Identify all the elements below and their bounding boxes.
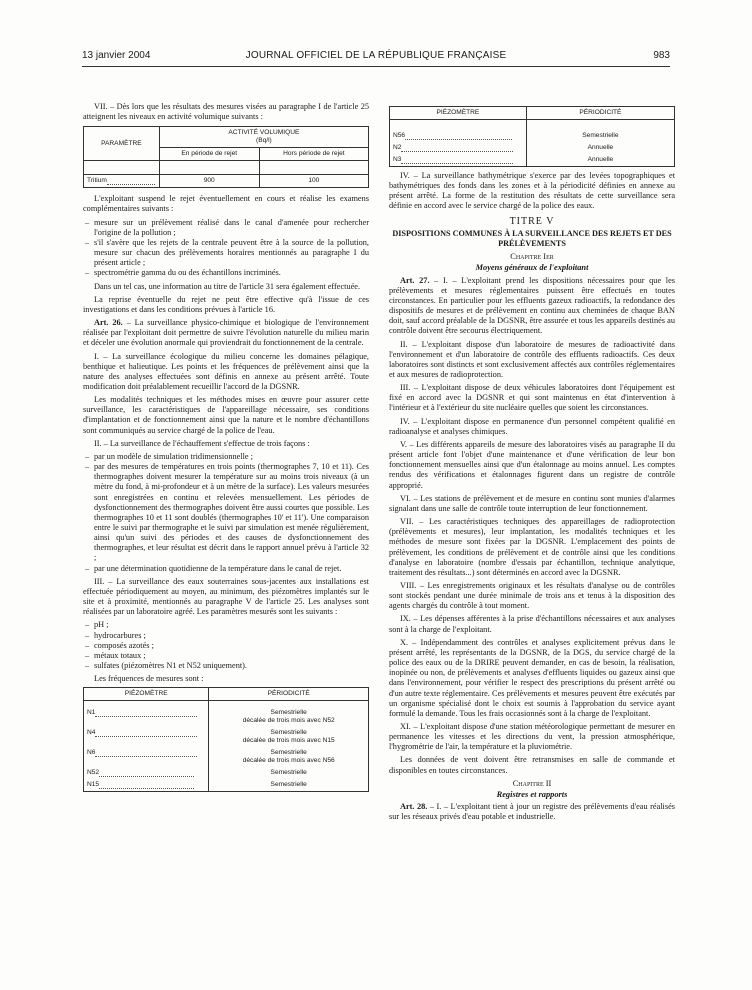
list-item: – hydrocarbures ;	[83, 631, 369, 641]
row-val-b: 100	[259, 175, 368, 188]
paragraph-frequences: Les fréquences de mesures sont :	[94, 674, 204, 684]
row-param: Tritium	[84, 175, 160, 188]
table-row	[84, 779, 369, 792]
col-hors-rejet: Hors période de rejet	[259, 148, 368, 161]
periodicite-cell: Annuelle	[526, 142, 674, 154]
paragraph-xi: XI. – L'exploitant dispose d'une station météorologique permettant de mesurer en permanence les vitesses et les directions du vent, la pression atmosphérique, l'hygrométrie de l'air, la température et la pluviométrie.	[389, 722, 675, 752]
article-28-label: Art. 28.	[400, 802, 428, 812]
table-row	[84, 727, 369, 747]
page-header	[82, 50, 670, 66]
paragraph-ii: II. – La surveillance de l'échauffement s'effectue de trois façons :	[94, 438, 310, 448]
page-number: 983	[653, 50, 670, 61]
paragraph-v: V. – Les différents appareils de mesure des laboratoires visés au paragraphe II du présent article font l'objet d'une maintenance et d'une vérification de leur bon fonctionnement mensuelles ainsi que d'un étalonnage au moins annuel. Les comptes rendus des vérifications et étalonnages figurent dans un registre de contrôle approprié.	[389, 439, 675, 490]
activity-header: ACTIVITÉ VOLUMIQUE (Bq/l)	[159, 127, 368, 148]
table-row	[84, 707, 369, 727]
paragraph-vent: Les données de vent doivent être retransmises en salle de commande et disponibles en toutes circonstances.	[389, 755, 675, 775]
paragraph-modalites: Les modalités techniques et les méthodes mises en œuvre pour assurer cette surveillance, les caractéristiques de l'appareillage nécessaire, ses conditions d'implantation et de fonctionnement ainsi que la nature et le nombre d'échantillons sont communiqués au service chargé de la police de l'eau.	[83, 395, 369, 435]
paragraph-i: I. – La surveillance écologique du milieu concerne les domaines pélagique, benthique et halieutique. Les points et les fréquences de prélèvement ainsi que la nature des analyses effectuées sont définis en annexe au présent arrêté. Toute modification doit préalablement recueillir l'accord de la DGSNR.	[83, 351, 369, 391]
titre-v-subtitle: DISPOSITIONS COMMUNES À LA SURVEILLANCE DES REJETS ET DES PRÉLÈVEMENTS	[392, 229, 672, 249]
periodicite-cell: Semestrielle	[209, 779, 369, 792]
list-item: – spectrométrie gamma du ou des échantillons incriminés.	[83, 268, 369, 278]
list-parametres	[83, 620, 369, 671]
list-item: – mesure sur un prélèvement réalisé dans le canal d'amenée pour rechercher l'origine de la pollution ;	[83, 218, 369, 238]
article-27-label: Art. 27.	[400, 275, 430, 285]
section-moyens: Moyens généraux de l'exploitant	[475, 263, 589, 273]
paragraph-iii: III. – L'exploitant dispose de deux véhicules laboratoires dont l'équipement est fixé en accord avec la DGSNR et qui sont maintenus en état d'intervention à l'intérieur et à l'extérieur du site nucléaire quelles que soient les circonstances.	[389, 383, 675, 413]
periodicite-header: PÉRIODICITÉ	[526, 107, 674, 120]
periodicite-cell: Semestrielle décalée de trois mois avec N56	[209, 747, 369, 767]
paragraph-x: X. – Indépendamment des contrôles et analyses explicitement prévus dans le présent arrêté, les représentants de la DGSNR, de la DGS, du service chargé de la police des eaux ou de la DRIRE peuvent demander, en cas de besoin, la réalisation, inopinée ou non, de prélèvements et analyses d'effluents liquides ou gazeux ainsi que dans l'environnement, pour vérifier le respect des prescriptions du présent arrêté ou d'un autre texte réglementaire. Ces prélèvements et mesures peuvent être exécutés par un organisme spécialisé dont le choix est soumis à l'approbation du service ayant formulé la demande. Tous les frais occasionnés sont à la charge de l'exploitant.	[389, 637, 675, 718]
activity-unit: (Bq/l)	[256, 137, 272, 145]
piezometre-table-1	[83, 687, 369, 792]
piezo-header: PIÉZOMÈTRE	[390, 107, 527, 120]
list-echauffement	[83, 452, 369, 574]
list-item: – par une détermination quotidienne de la température dans le canal de rejet.	[83, 564, 369, 574]
periodicite-cell: Semestrielle	[526, 130, 674, 142]
left-column	[83, 102, 369, 792]
paragraph-cas: Dans un tel cas, une information au titre de l'article 31 sera également effectuée.	[94, 281, 361, 291]
piezo-cell: N4	[84, 727, 209, 747]
table-row	[390, 154, 675, 167]
periodicite-cell: Semestrielle décalée de trois mois avec N15	[209, 727, 369, 747]
list-item: – métaux totaux ;	[83, 651, 369, 661]
table-row	[390, 130, 675, 142]
piezo-cell: N15	[84, 779, 209, 792]
col-rejet: En période de rejet	[159, 148, 259, 161]
piezo-cell: N2	[390, 142, 527, 154]
paragraph-ii: II. – L'exploitant dispose d'un laboratoire de mesures de radioactivité dans l'environnement et d'un laboratoire de contrôle des effluents radioactifs. Ces deux laboratoires sont distincts et sont exclusivement affectés aux contrôles réglementaires et aux mesures de radioprotection.	[389, 339, 675, 379]
right-column	[389, 106, 675, 825]
article-27: Art. 27. – I. – L'exploitant prend les dispositions nécessaires pour que les prélèvements et mesures réglementaires puissent être effectués en toutes circonstances. En particulier pour les effluents gazeux radioactifs, la redondance des dispositifs de mesures et de prélèvement en continu aux cheminées de chaque BAN doit, sauf accord préalable de la DGSNR, être assurée et tous les appareils destinés au contrôle doivent être secourus électriquement.	[389, 275, 675, 336]
paragraph-vii: VII. – Les caractéristiques techniques des appareillages de radioprotection (prélèvements et mesures), leur implantation, les modalités techniques et les méthodes de mesure sont fixées par la DGSNR. L'emplacement des points de prélèvement, les conditions de prélèvement et de contrôle ainsi que les conditions d'analyse en laboratoire (nombre d'essais par échantillon, technique analytique, traitement des résultats...) sont déterminés en accord avec la DGSNR.	[389, 517, 675, 577]
section-registres: Registres et rapports	[496, 789, 568, 799]
param-header: PARAMÈTRE	[84, 127, 160, 161]
periodicite-header: PÉRIODICITÉ	[209, 688, 369, 701]
article-26: Art. 26. – La surveillance physico-chimique et biologique de l'environnement réalisée par l'exploitant doit permettre de suivre l'évolution naturelle du milieu marin et déceler une évolution anormale qui proviendrait du fonctionnement de la centrale.	[83, 318, 369, 348]
piezo-cell: N52	[84, 767, 209, 779]
list-item: – par un modèle de simulation tridimensionnelle ;	[83, 452, 369, 462]
list-item: – composés azotés ;	[83, 641, 369, 651]
list-item: – pH ;	[83, 620, 369, 630]
paragraph-ix: IX. – Les dépenses afférentes à la prise d'échantillons nécessaires et aux analyses sont à la charge de l'exploitant.	[389, 614, 675, 634]
paragraph-iii: III. – La surveillance des eaux souterraines sous-jacentes aux installations est effectuée périodiquement au moyen, au minimum, des piézomètres implantés sur le site et à proximité, mentionnés au paragraphe V de l'article 25. Les analyses sont réalisées par un laboratoire agréé. Les paramètres mesurés sont les suivants :	[83, 576, 369, 617]
periodicite-cell: Semestrielle	[209, 767, 369, 779]
table-row	[84, 767, 369, 779]
piezo-header: PIÉZOMÈTRE	[84, 688, 209, 701]
paragraph-viii: VIII. – Les enregistrements originaux et les résultats d'analyse ou de contrôles sont stockés pendant une durée minimale de trois ans et tenus à la disposition des agents chargés du contrôle à tout moment.	[389, 580, 675, 611]
header-rule	[82, 66, 670, 67]
piezo-cell: N6	[84, 747, 209, 767]
paragraph-vi: VI. – Les stations de prélèvement et de mesure en continu sont munies d'alarmes signalant dans une salle de contrôle toute interruption de leur fonctionnement.	[389, 493, 675, 513]
piezo-cell: N56	[390, 130, 527, 142]
article-26-label: Art. 26.	[94, 318, 123, 328]
paragraph-iv: IV. – La surveillance bathymétrique s'exerce par des levées topographiques et bathymétriques des fonds dans les zones et à la périodicité définies en annexe au présent arrêté. La forme de la restitution des résultats de cette surveillance sera définie en accord avec le service chargé de la police des eaux.	[389, 170, 675, 210]
chapitre-1: Chapitre Ier	[510, 252, 554, 262]
periodicite-cell: Annuelle	[526, 154, 674, 167]
paragraph-vii: VII. – Dès lors que les résultats des mesures visées au paragraphe I de l'article 25 atteignent les niveaux en activité volumique suivants :	[83, 102, 369, 122]
piezometre-table-2	[389, 106, 675, 167]
list-item: – s'il s'avère que les rejets de la centrale peuvent être à la source de la pollution, mesure sur chacun des prélèvements horaires mentionnés au paragraphe I du présent article ;	[83, 238, 369, 268]
chapitre-2: Chapitre II	[512, 778, 552, 788]
paragraph-reprise: La reprise éventuelle du rejet ne peut être effective qu'à l'issue de ces investigations et dans les conditions prévues à l'article 16.	[83, 294, 369, 314]
table-row	[390, 142, 675, 154]
titre-v: TITRE V	[509, 216, 555, 228]
paragraph-suspend: L'exploitant suspend le rejet éventuellement en cours et réalise les examens complémentaires suivants :	[83, 194, 369, 214]
piezo-cell: N3	[390, 154, 527, 167]
row-val-a: 900	[159, 175, 259, 188]
paragraph-iv-personnel: IV. – L'exploitant dispose en permanence d'un personnel compétent qualifié en radioanalyse et analyses chimiques.	[389, 416, 675, 436]
list-examens	[83, 218, 369, 279]
list-item: – par des mesures de températures en trois points (thermographes 7, 10 et 11). Ces thermographes doivent mesurer la température sur au moins trois niveaux (à un mètre du fond, à mi-profondeur et à un mètre de la surface). Les valeurs mesurées sont enregistrées en continu et relevées mensuellement. Les périodes de dysfonctionnement des thermographes doivent être aussi courtes que possible. Les thermographes 10 et 11 sont doublés (thermographes 10' et 11'). Une comparaison entre le suivi par thermographe et le suivi par simulation est menée régulièrement, ainsi qu'un suivi des périodes et des causes de dysfonctionnement des thermographes, et leur résultat est décrit dans le rapport annuel prévu à l'article 32 ;	[83, 462, 369, 564]
table-row	[84, 747, 369, 767]
header-date: 13 janvier 2004	[82, 50, 151, 61]
article-28: Art. 28. – I. – L'exploitant tient à jour un registre des prélèvements d'eau réalisés sur les réseaux privés d'eau potable et industrielle.	[389, 802, 675, 822]
header-title: JOURNAL OFFICIEL DE LA RÉPUBLIQUE FRANÇAISE	[245, 50, 507, 61]
activity-table	[83, 126, 369, 188]
periodicite-cell: Semestrielle décalée de trois mois avec N52	[209, 707, 369, 727]
piezo-cell: N1	[84, 707, 209, 727]
list-item: – sulfates (piézomètres N1 et N52 uniquement).	[83, 661, 369, 671]
